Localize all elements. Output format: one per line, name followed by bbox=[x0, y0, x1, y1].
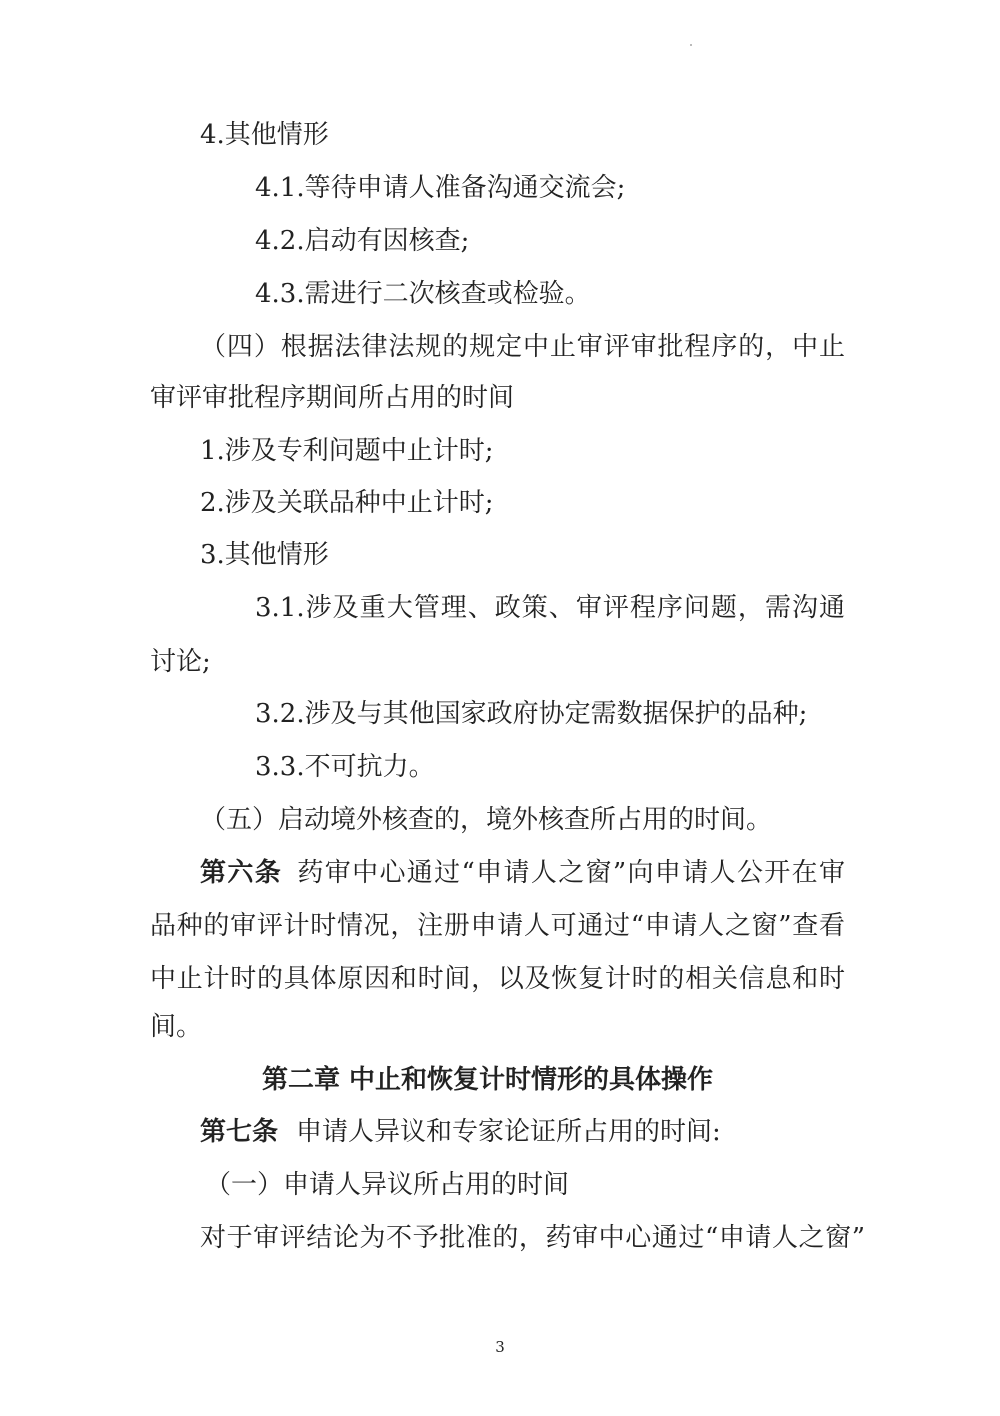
paragraph-line: 审评审批程序期间所占用的时间 bbox=[150, 383, 515, 413]
scan-speck bbox=[690, 44, 692, 46]
article-6-label: 第六条 bbox=[200, 858, 283, 888]
paragraph-line: 4.1.等待申请人准备沟通交流会; bbox=[255, 173, 626, 203]
paragraph-line: 3.1.涉及重大管理、政策、审评程序问题，需沟通 bbox=[255, 593, 845, 623]
article-7-line bbox=[200, 1115, 721, 1149]
paragraph-line: 3.3.不可抗力。 bbox=[255, 752, 435, 782]
paragraph-line: 间。 bbox=[150, 1012, 203, 1042]
paragraph-line: 讨论; bbox=[150, 647, 211, 677]
paragraph-line: 对于审评结论为不予批准的，药审中心通过“申请人之窗” bbox=[200, 1223, 865, 1253]
paragraph-line: 4.其他情形 bbox=[200, 120, 329, 150]
page-number: 3 bbox=[495, 1338, 505, 1356]
article-7-label: 第七条 bbox=[200, 1117, 279, 1147]
paragraph-line: 品种的审评计时情况，注册申请人可通过“申请人之窗”查看 bbox=[150, 911, 845, 941]
paragraph-line: 1.涉及专利问题中止计时; bbox=[200, 436, 494, 466]
paragraph-line: 4.3.需进行二次核查或检验。 bbox=[255, 279, 591, 309]
article-6-line bbox=[200, 856, 845, 890]
paragraph-line: 4.2.启动有因核查; bbox=[255, 226, 470, 256]
article-7-text: 申请人异议和专家论证所占用的时间: bbox=[296, 1117, 721, 1147]
chapter-heading: 第二章 中止和恢复计时情形的具体操作 bbox=[262, 1065, 714, 1095]
section-heading: （一）申请人异议所占用的时间 bbox=[205, 1170, 570, 1200]
article-6-text: 药审中心通过“申请人之窗”向申请人公开在审 bbox=[296, 858, 845, 888]
paragraph-line: （四）根据法律法规的规定中止审评审批程序的，中止 bbox=[200, 332, 845, 362]
paragraph-line: （五）启动境外核查的，境外核查所占用的时间。 bbox=[200, 805, 773, 835]
paragraph-line: 中止计时的具体原因和时间，以及恢复计时的相关信息和时 bbox=[150, 964, 845, 994]
paragraph-line: 3.2.涉及与其他国家政府协定需数据保护的品种; bbox=[255, 699, 808, 729]
paragraph-line: 3.其他情形 bbox=[200, 540, 329, 570]
paragraph-line: 2.涉及关联品种中止计时; bbox=[200, 488, 494, 518]
